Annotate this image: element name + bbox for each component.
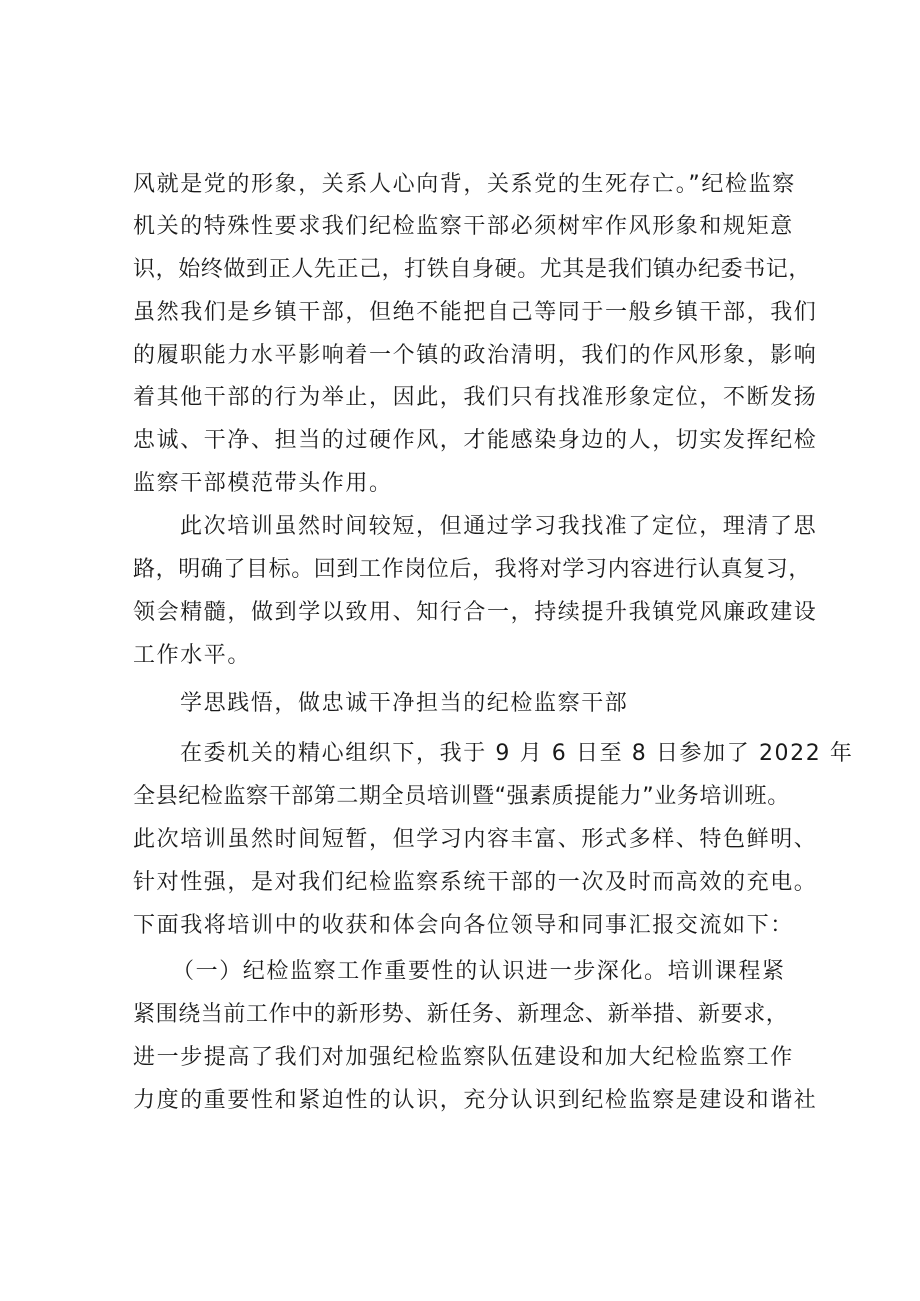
text-line: 着其他干部的行为举止，因此，我们只有找准形象定位，不断发扬 bbox=[133, 385, 818, 410]
text-line: 忠诚、干净、担当的过硬作风，才能感染身边的人，切实发挥纪检 bbox=[133, 428, 818, 453]
text-line: 力度的重要性和紧迫性的认识，充分认识到纪检监察是建设和谐社 bbox=[133, 1088, 818, 1113]
text-line: 的履职能力水平影响着一个镇的政治清明，我们的作风形象，影响 bbox=[133, 343, 818, 368]
text-line: 全县纪检监察干部第二期全员培训暨“强素质提能力”业务培训班。 bbox=[133, 784, 790, 809]
text-line: 机关的特殊性要求我们纪检监察干部必须树牢作风形象和规矩意 bbox=[133, 214, 794, 239]
text-line: 紧围绕当前工作中的新形势、新任务、新理念、新举措、新要求， bbox=[133, 1002, 789, 1027]
text-line: 虽然我们是乡镇干部，但绝不能把自己等同于一般乡镇干部，我们 bbox=[133, 300, 818, 325]
paragraph-start: 此次培训虽然时间较短，但通过学习我找准了定位，理清了思 bbox=[180, 514, 818, 539]
text-line: 路，明确了目标。回到工作岗位后，我将对学习内容进行认真复习， bbox=[133, 557, 812, 582]
text-line: 监察干部模范带头作用。 bbox=[133, 471, 393, 496]
text-line: 下面我将培训中的收获和体会向各位领导和同事汇报交流如下： bbox=[133, 913, 794, 938]
text-line: 此次培训虽然时间短暂，但学习内容丰富、形式多样、特色鲜明、 bbox=[133, 827, 818, 852]
text-line: 风就是党的形象，关系人心向背，关系党的生死存亡。”纪检监察 bbox=[133, 172, 796, 197]
text-line: 领会精髓，做到学以致用、知行合一，持续提升我镇党风廉政建设 bbox=[133, 600, 818, 625]
text-line: 识，始终做到正人先正己，打铁自身硬。尤其是我们镇办纪委书记， bbox=[133, 257, 812, 282]
text-line: 工作水平。 bbox=[133, 643, 252, 668]
text-line: 针对性强，是对我们纪检监察系统干部的一次及时而高效的充电。 bbox=[133, 870, 818, 895]
section-title: 学思践悟，做忠诚干净担当的纪检监察干部 bbox=[180, 691, 629, 716]
paragraph-start: 在委机关的精心组织下，我于 9 月 6 日至 8 日参加了 2022 年 bbox=[180, 741, 854, 766]
list-item: （一）纪检监察工作重要性的认识进一步深化。培训课程紧 bbox=[172, 959, 786, 984]
text-line: 进一步提高了我们对加强纪检监察队伍建设和加大纪检监察工作 bbox=[133, 1045, 794, 1070]
